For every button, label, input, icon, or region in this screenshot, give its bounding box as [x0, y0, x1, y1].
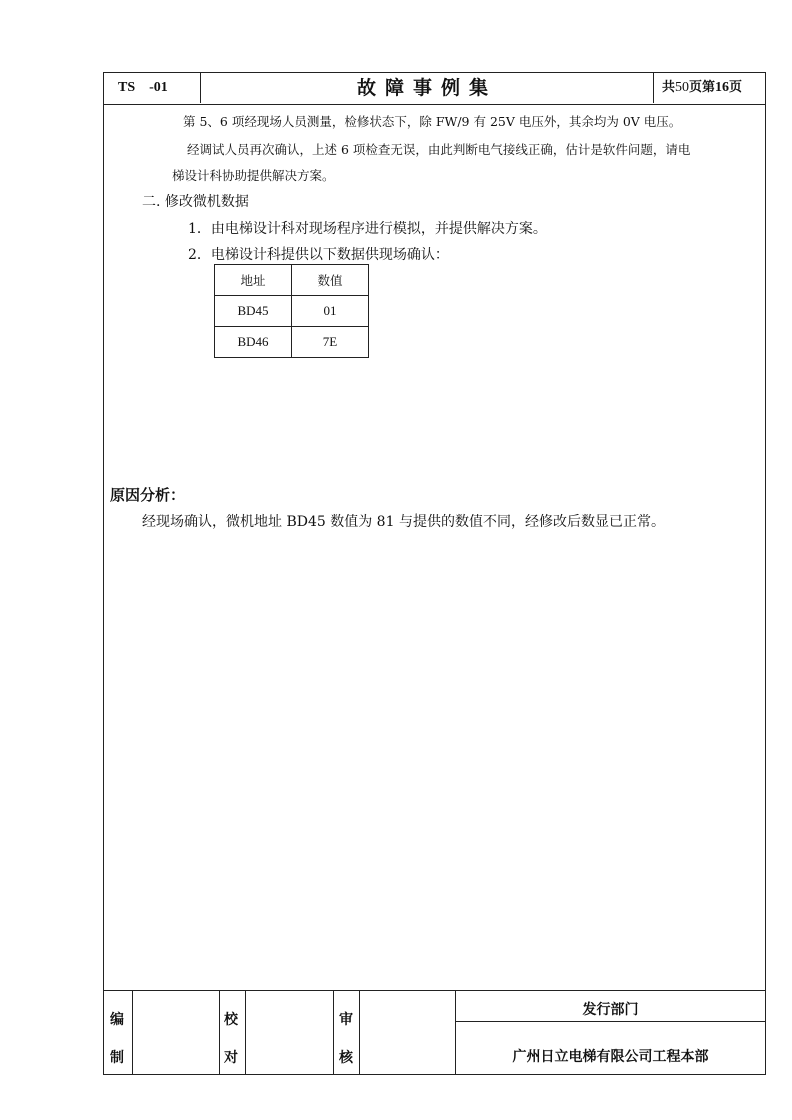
current-page: 16	[715, 80, 730, 95]
issuing-dept-label: 发行部门	[582, 1002, 639, 1018]
table-row	[215, 296, 369, 327]
analysis-heading: 原因分析：	[110, 486, 186, 504]
document-code: TS -01	[104, 73, 201, 103]
analysis-text: 经现场确认，微机地址 BD45 数值为 81 与提供的数值不同，经修改后数显已正常。	[142, 514, 665, 530]
footer-divider	[359, 991, 360, 1075]
table-cell: 01	[292, 296, 369, 327]
label-check-1: 校	[224, 1012, 238, 1028]
table-cell: BD46	[215, 327, 292, 358]
table-header-row	[215, 265, 369, 296]
table-cell: BD45	[215, 296, 292, 327]
total-pages: 50	[675, 80, 690, 95]
label-review-1: 审	[339, 1012, 353, 1028]
document-title: 故障事例集	[201, 73, 654, 103]
label-edit-1: 编	[110, 1012, 124, 1028]
header-row	[104, 73, 765, 105]
table-cell: 7E	[292, 327, 369, 358]
footer-divider	[132, 991, 133, 1075]
page-mid: 页第	[689, 80, 716, 95]
page-indicator	[654, 73, 767, 103]
footer-divider	[245, 991, 246, 1075]
page-prefix: 共	[662, 80, 676, 95]
label-review-2: 核	[339, 1050, 353, 1066]
footer-divider	[219, 991, 220, 1075]
table-header-value: 数值	[292, 265, 369, 296]
body-line-2: 经调试人员再次确认，上述 6 项检查无误，由此判断电气接线正确，估计是软件问题，请电	[187, 142, 691, 157]
list-item-2: 2．电梯设计科提供以下数据供现场确认：	[188, 247, 449, 263]
body-line-3: 梯设计科协助提供解决方案。	[172, 168, 335, 183]
page-suffix: 页	[729, 80, 743, 95]
footer-dept-divider	[455, 1021, 766, 1022]
footer-signoff	[103, 990, 766, 1075]
list-item-1: 1．由电梯设计科对现场程序进行模拟，并提供解决方案。	[188, 221, 547, 237]
section-2-title: 二. 修改微机数据	[142, 194, 249, 210]
table-row	[215, 327, 369, 358]
data-table	[214, 264, 369, 358]
body-line-1: 第 5、6 项经现场人员测量，检修状态下，除 FW/9 有 25V 电压外，其余均为 0V 电压。	[183, 114, 682, 129]
label-check-2: 对	[224, 1050, 238, 1066]
footer-divider	[333, 991, 334, 1075]
table-header-address: 地址	[215, 265, 292, 296]
issuing-dept-name: 广州日立电梯有限公司工程本部	[512, 1049, 709, 1065]
label-edit-2: 制	[110, 1050, 124, 1066]
